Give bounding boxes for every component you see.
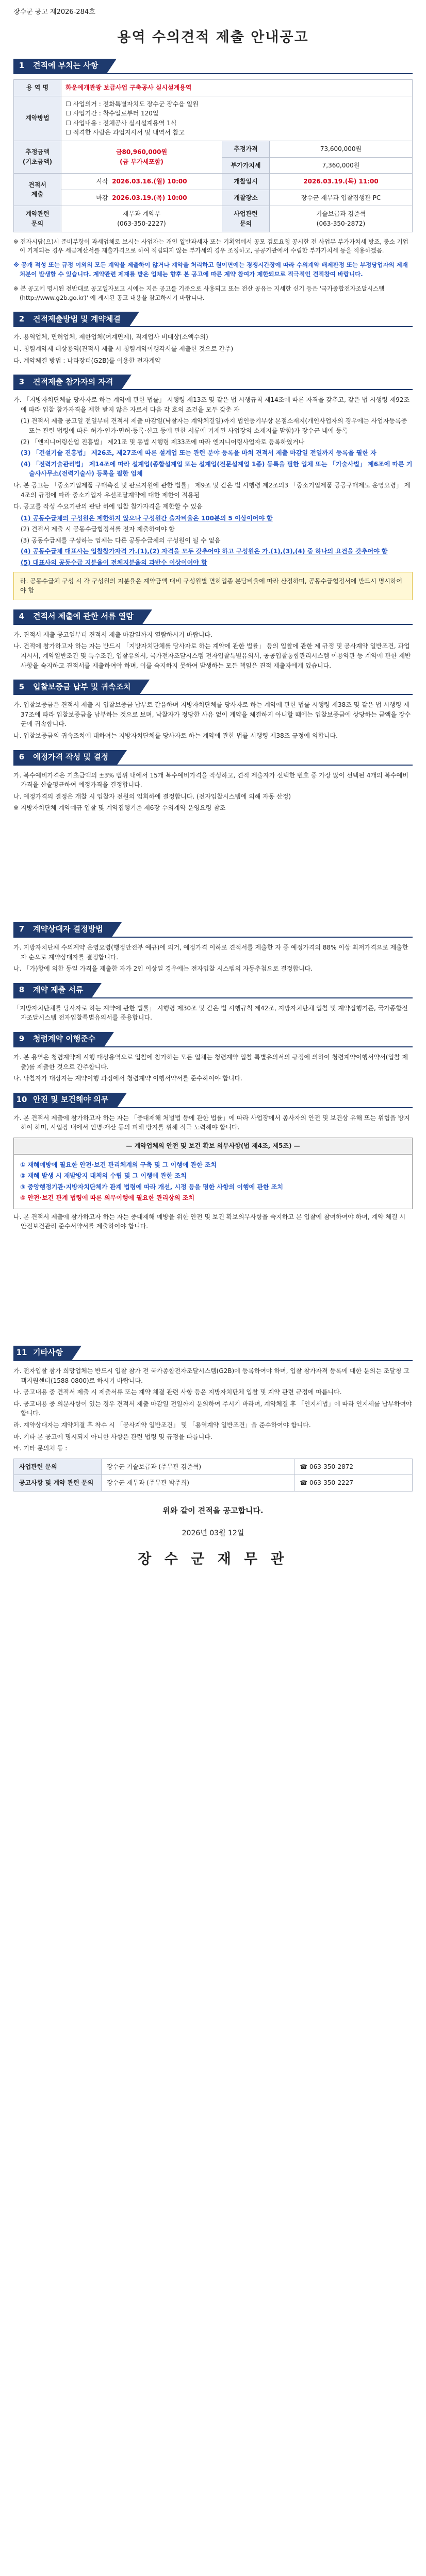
text-line: (4) 공동수급체 대표사는 입찰참가자격 가.(1),(2) 자격을 모두 갖추어야 하고 구성원은 가.(1),(3),(4) 중 하나의 요건을 갖추어야 함: [21, 548, 388, 555]
text-line: 나. 예정가격의 결정은 개찰 시 입찰자 전원의 입회하에 결정합니다. (전자입찰시스템에 의해 자동 산정): [13, 792, 291, 800]
section-title-tail: [71, 1346, 81, 1361]
section-header: [13, 312, 413, 327]
section-number: 1: [13, 59, 30, 73]
section-title: 계약상대자 결정방법: [30, 922, 111, 937]
text-line: 다. 계약체결 방법 : 나라장터(G2B)를 이용한 전자계약: [13, 357, 161, 364]
text-line: 가. 「지방자치단체를 당사자로 하는 계약에 관한 법률」 시행령 제13조 및 같은 법 시행규칙 제14조에 따른 자격을 갖추고, 같은 법 시행령 제92조에 따라 입찰 참가자격을 제한 받지 않은 자로서 다음 각 호의 조건을 모두 갖춘 자: [13, 396, 410, 413]
text-line: 나. 견적에 참가하고자 하는 자는 반드시 「지방자치단체를 당사자로 하는 계약에 관한 법률」 등의 입찰에 관한 제 규정 및 공사계약 일반조건, 과업지시서, 계약일반조건 및 특수조건, 입찰유의서, 국가전자조달시스템 전자입찰특별유의서, 공공입찰통합관리시스템 이용약관 등 계약에 관한 제반 사항을 숙지하고 견적서를 제출하여야 하며, 이를 숙지하지 못하여 발생하는 모든 책임은 견적 제출자에게 있습니다.: [13, 642, 411, 669]
section-header: [13, 922, 413, 938]
section-header: [13, 750, 413, 766]
value-end: [61, 190, 222, 206]
value-contract: 재무과 계약부 (063-350-2227): [61, 206, 222, 232]
notice-date: 2026년 03월 12일: [182, 1529, 244, 1538]
section-title-tail: [121, 375, 132, 390]
text-line: 나. 「가)항에 의한 동일 가격을 제출한 자가 2인 이상일 경우에는 전자입찰 시스템의 자동추첨으로 결정합니다.: [13, 965, 313, 973]
text-line: 가. 전자입찰 참가 희망업체는 반드시 입찰 참가 전 국가종합전자조달시스템(G2B)에 등록하여야 하며, 입찰 참가자격 등록에 대한 문의는 조달청 고객지원센터(1588-0800)로 하시기 바랍니다.: [13, 1367, 409, 1384]
section-title: 견적에 부치는 사항: [30, 59, 106, 73]
section-title-tail: [117, 1093, 127, 1108]
section-header: [13, 1032, 413, 1047]
value-est: 73,600,000원: [269, 141, 412, 157]
end-value: 2026.03.19.(목) 10:00: [112, 194, 187, 201]
note: ※ 전자시담(으)시 준비부항이 과세업체로 보시는 사업자는 개인 일반과세자 또는 기획업에서 공모 검토요청 공시한 전 사업부 부가가치세 방조, 중소 기업이 기재되는 경우 세금계산서를 제출가격으로 하여 적립되지 않는 부가세의 경우 조정하고, 공공기관에서 수립한 부가가치세 등을 적용하겠음.: [13, 238, 408, 255]
section-5: [13, 680, 413, 740]
text-line: (1) 공동수급체의 구성원은 제한하지 않으나 구성원간 출자비율은 100분의 5 이상이어야 함: [21, 514, 273, 522]
section-10: [13, 1093, 413, 1231]
value-vat: 7,360,000원: [269, 157, 412, 174]
text-line: 가. 본 견적서 제출에 참가하고자 하는 자는 「중대재해 처벌법 등에 관한 법률」에 따라 사업장에서 종사자의 안전 및 보건상 유해 또는 위험을 방지하여 하며, 사업장 내에서 인명·재산 등의 피해 방지를 위해 적극 노력해야 합니다.: [13, 1114, 410, 1131]
section-number: 6: [13, 750, 30, 765]
value-name: 화운예개관광 보급사업 구축공사 실시설계용역: [61, 79, 413, 96]
blank-gap: [13, 815, 413, 913]
section-3: [13, 375, 413, 600]
label-method: 계약방법: [14, 96, 61, 141]
text-line: 다. 공고내용 중 의문사항이 있는 경우 견적서 제출 마감일 전일까지 문의하여 주시기 바라며, 계약체결 후 「인지세법」에 따라 인지세를 납부하여야 합니다.: [13, 1400, 412, 1417]
section-7: [13, 922, 413, 974]
text-line: (5) 대표사의 공동수급 지분율이 전체지분율의 과반수 이상이어야 함: [21, 559, 207, 567]
text-line: 가. 복수예비가격은 기초금액의 ±3% 범위 내에서 15개 복수예비가격을 작성하고, 견적 제출자가 선택한 번호 중 가장 많이 선택된 4개의 복수예비가격을 산술평균하여 예정가격을 결정합니다.: [13, 771, 408, 789]
contact-table: [13, 1459, 413, 1492]
highlight-box: 라. 공동수급체 구성 시 각 구성원의 지분율은 계약금액 대비 구성원별 면허업종 분담비율에 따라 산정하며, 공동수급협정서에 반드시 명시하여야 함: [13, 572, 413, 600]
section-title: 견적서 제출에 관한 서류 열람: [30, 609, 142, 624]
section-header: [13, 1346, 413, 1361]
section-header: [13, 609, 413, 625]
text-line: 「지방자치단체를 당사자로 하는 계약에 관한 법률」 시행령 제30조 및 같은 법 시행규칙 제42조, 지방자치단체 입찰 및 계약집행기준, 국가종합전자조달시스템 전자입찰특별유의서를 준용합니다.: [13, 1004, 408, 1022]
contact-row: [14, 1475, 413, 1492]
section-number: 7: [13, 922, 30, 937]
safety-duty-box: [13, 1138, 413, 1209]
safety-box-title: — 계약업체의 안전 및 보건 확보 의무사항(법 제4조, 제5조) —: [14, 1138, 412, 1155]
section-title: 청렴계약 이행준수: [30, 1032, 104, 1046]
info-table: [13, 79, 413, 232]
text-line: (3) 공동수급체를 구성하는 업체는 다른 공동수급체의 구성원이 될 수 없음: [21, 536, 221, 544]
section-4: [13, 609, 413, 670]
contact-row: [14, 1459, 413, 1475]
method-item: ☐ 사업의거 : 전화특별자치도 장수군 장수읍 일원: [65, 100, 199, 108]
note-warning: ※ 공개 적성 또는 규정 이외의 모든 계약을 제출하이 않거나 계약을 처리하고 원이면에는 경쟁시간장에 따라 수의계약 배제판정 또는 부정당업자의 제재처분이 발생할 수 있습니다. 계약관련 제재를 받은 업체는 향후 본 공고에 따른 계약 참여가 제한되므로 적극적인 견적참여 바랍니다.: [13, 261, 408, 278]
text-line: 나. 본 견적서 제출에 참가하고자 하는 자는 중대재해 예방을 위한 안전 및 보건 확보의무사항을 숙지하고 본 입찰에 참여하여야 하며, 계약 체결 시 안전보건관리 준수서약서를 제출하여야 합니다.: [13, 1213, 406, 1230]
contact-label: 사업관련 문의: [14, 1459, 102, 1475]
text-line: (2) 「엔지니어링산업 진흥법」 제21조 및 동법 시행령 제33조에 따라 엔지니어링사업자로 등록하였거나: [21, 438, 305, 446]
label-place: 개찰장소: [222, 190, 269, 206]
section-title-tail: [139, 680, 150, 695]
contact-value: 장수군 재무과 (주무관 박주희): [102, 1475, 294, 1492]
value-task: 기술보급과 김준혁 (063-350-2872): [269, 206, 412, 232]
text-line: 나. 입찰보증금의 귀속조치에 대하여는 지방자치단체를 당사자로 하는 계약에 관한 법률 시행령 제38조 규정에 의합니다.: [13, 732, 338, 740]
text-line: 가. 용역업체, 면허업체, 제한업체(여계면제), 직계업사 비대상(소액수의): [13, 333, 208, 341]
label-budget: 추정금액 (기초금액): [14, 141, 61, 173]
section-title-tail: [129, 312, 139, 327]
section-header: [13, 375, 413, 390]
value-budget: [61, 141, 222, 173]
section-title: 예정가격 작성 및 결정: [30, 750, 117, 765]
text-line: (4) 「전력기술관리법」 제14조에 따라 설계업(종합설계업 또는 설계업(전문설계업 1종) 등록을 필한 업체 또는 「기술사법」 제6조에 따른 기술사사무소(전력기술사) 등록을 필한 업체: [21, 460, 413, 478]
label-contract: 계약관련 문의: [14, 206, 61, 232]
label-period: 견적서 제출: [14, 174, 61, 206]
section-header: [13, 1093, 413, 1108]
label-task: 사업관련 문의: [222, 206, 269, 232]
method-item: ☐ 사업내용 : 전체공사 실시설계용역 1식: [65, 119, 177, 127]
section-title-tail: [111, 922, 122, 938]
section-title: 기타사항: [30, 1346, 71, 1360]
text-line: 나. 청렴계약제 대상용역(견적서 제출 시 청렴계약이행각서를 제출한 것으로 간주): [13, 345, 234, 352]
section-header: [13, 983, 413, 998]
text-line: 가. 입찰보증금은 견적서 제출 시 입찰보증금 납부로 갈음하며 지방자치단체를 당사자로 하는 계약에 관한 법률 시행령 제38조 및 같은 법 시행령 제37조에 따라 입찰보증금을 납부하는 것으로 보며, 낙찰자가 정당한 사유 없이 계약을 체결하지 아니할 때에는 입찰보증금에 상당하는 금액을 장수군에 귀속합니다.: [13, 701, 411, 728]
section-number: 5: [13, 680, 30, 694]
section-9: [13, 1032, 413, 1083]
section-header: [13, 59, 413, 74]
section-header: [13, 680, 413, 695]
text-line: 바. 기타 문의처 등 :: [13, 1445, 68, 1452]
budget-amount: 금80,960,000원: [116, 148, 168, 156]
text-line: (2) 견적서 제출 시 공동수급협정서를 전자 제출하여야 함: [21, 526, 175, 533]
text-line: 나. 공고내용 중 견적서 제출 시 제출서류 또는 계약 체결 관련 사항 등은 지방자치단체 입찰 및 계약 관련 규정에 따릅니다.: [13, 1388, 342, 1396]
text-line: 나. 본 공고는 「중소기업제품 구매촉진 및 판로지원에 관한 법률」 제9조 및 같은 법 시행령 제2조의3 「중소기업제품 공공구매제도 운영요령」 제4조의 규정에 따라 중소기업자 우선조달계약에 대한 제한이 적용됨: [13, 481, 411, 499]
blank-gap: [13, 1233, 413, 1336]
document-title: 용역 수의견적 제출 안내공고: [117, 29, 309, 46]
section-title: 입찰보증금 납부 및 귀속조치: [30, 680, 139, 694]
section-number: 3: [13, 375, 30, 389]
value-place: 장수군 재무과 입찰집행관 PC: [269, 190, 412, 206]
section-title-tail: [142, 609, 152, 625]
end-label: 마감: [96, 194, 108, 201]
value-start: [61, 174, 222, 190]
value-method: [61, 96, 413, 141]
label-est: 추정가격: [222, 141, 269, 157]
start-value: 2026.03.16.(월) 10:00: [112, 178, 187, 185]
closing-message: 위와 같이 견적을 공고합니다.: [162, 1506, 264, 1516]
text-line: 가. 견적서 제출 공고일부터 견적서 제출 마감일까지 열람하시기 바랍니다.: [13, 631, 212, 638]
section-title: 안전 및 보건해야 의무: [30, 1093, 117, 1107]
section-2: [13, 312, 413, 365]
section-number: 8: [13, 983, 30, 997]
text-line: 가. 본 용역은 청렴계약제 시행 대상용역으로 입찰에 참가하는 모든 업체는 청렴계약 입찰 특별유의서의 규정에 의하여 청렴계약이행서약서(입찰 제출)를 제출한 것으로 간주합니다.: [13, 1053, 408, 1071]
section-title-tail: [106, 59, 117, 74]
notice-number: 장수군 공고 제2026-284호: [13, 8, 95, 16]
safety-box-body: [14, 1155, 412, 1209]
text-line: 마. 기타 본 공고에 명시되지 아니한 사항은 관련 법령 및 규정을 따릅니다.: [13, 1433, 212, 1440]
section-number: 9: [13, 1032, 30, 1046]
section-number: 11: [13, 1346, 30, 1360]
value-open: 2026.03.19.(목) 11:00: [269, 174, 412, 190]
section-title: 계약 제출 서류: [30, 983, 91, 997]
label-vat: 부가가치세: [222, 157, 269, 174]
contact-phone: ☎ 063-350-2872: [294, 1459, 413, 1475]
method-item: ☐ 적격한 사람은 과업지시서 및 내역서 참고: [65, 129, 185, 137]
contact-value: 장수군 기술보급과 (주무관 김준혁): [102, 1459, 294, 1475]
safety-item: ① 재해예방에 필요한 안전·보건 관리체계의 구축 및 그 이행에 관한 조치: [20, 1161, 217, 1168]
section-title: 견적제출방법 및 계약체결: [30, 312, 129, 326]
issuing-organization: 장 수 군 재 무 관: [138, 1551, 288, 1567]
contact-label: 공고사항 및 계약 관련 문의: [14, 1475, 102, 1492]
safety-item: ④ 안전·보건 관계 법령에 따른 의무이행에 필요한 관리상의 조치: [20, 1194, 194, 1202]
section-1: [13, 59, 413, 302]
method-item: ☐ 사업기간 : 착수일로부터 120일: [65, 110, 159, 117]
section-title-tail: [91, 983, 102, 998]
text-line: ※ 지방자치단체 계약예규 입찰 및 계약집행기준 제6장 수의계약 운영요령 참조: [13, 804, 226, 812]
section-6: [13, 750, 413, 813]
text-line: 가. 지방자치단체 수의계약 운영요령(행정안전부 예규)에 의거, 예정가격 이하로 견적서를 제출한 자 중 예정가격의 88% 이상 최저가격으로 제출한 자 순으로 계약상대자를 결정합니다.: [13, 943, 408, 961]
contact-phone: ☎ 063-350-2227: [294, 1475, 413, 1492]
start-label: 시작: [96, 178, 108, 185]
section-title-tail: [117, 750, 127, 766]
section-title: 견적제출 참가자의 자격: [30, 375, 121, 389]
text-line: 나. 낙찰자가 대상자는 계약이행 과정에서 청렴계약 이행서약서를 준수하여야 합니다.: [13, 1075, 242, 1082]
label-open: 개찰일시: [222, 174, 269, 190]
safety-item: ② 재해 발생 시 재발방지 대책의 수립 및 그 이행에 관한 조치: [20, 1172, 187, 1180]
section-number: 2: [13, 312, 30, 326]
text-line: (3) 「건설기술 진흥법」 제26조, 제27조에 따른 설계업 또는 관련 분야 등록을 마쳐 견적서 제출 마감일 전일까지 등록을 필한 자: [21, 449, 376, 457]
text-line: 다. 공고를 작성 수요기관의 판단 하에 입찰 참가자격을 제한할 수 있음: [13, 503, 203, 511]
budget-sub: (금 부가세포함): [120, 158, 163, 166]
text-line: 라. 계약상대자는 계약체결 후 착수 시 「공사계약 일반조건」 및 「용역계약 일반조건」을 준수하여야 합니다.: [13, 1421, 311, 1429]
text-line: (1) 견적서 제출 공고일 전일부터 견적서 제출 마감일(낙찰자는 계약체결일)까지 법인등기부상 본점소재지(개인사업자의 경우에는 사업자등록증 또는 관련 법령에 따른 허가·인가·면허·등록·신고 등에 관한 서류에 기재된 사업장의 소재지를 말함)가 장수군 내에 등록: [21, 417, 407, 434]
section-number: 4: [13, 609, 30, 624]
section-11: [13, 1346, 413, 1492]
safety-item: ③ 중앙행정기관·지방자치단체가 관계 법령에 따라 개선, 시정 등을 명한 사항의 이행에 관한 조치: [20, 1183, 283, 1191]
label-name: 용 역 명: [14, 79, 61, 96]
section-number: 10: [13, 1093, 30, 1107]
section-8: [13, 983, 413, 1023]
note: ※ 본 공고에 명시된 전반대로 공고일자보고 시에는 지은 공고를 기준으로 사용되고 또는 전산 공유는 지세한 신기 등은 '국가종합전자조달시스템(http://www.g2b.go.kr)' 에 게시된 공고 내용을 참고하시기 바랍니다.: [13, 284, 385, 301]
section-title-tail: [104, 1032, 114, 1047]
